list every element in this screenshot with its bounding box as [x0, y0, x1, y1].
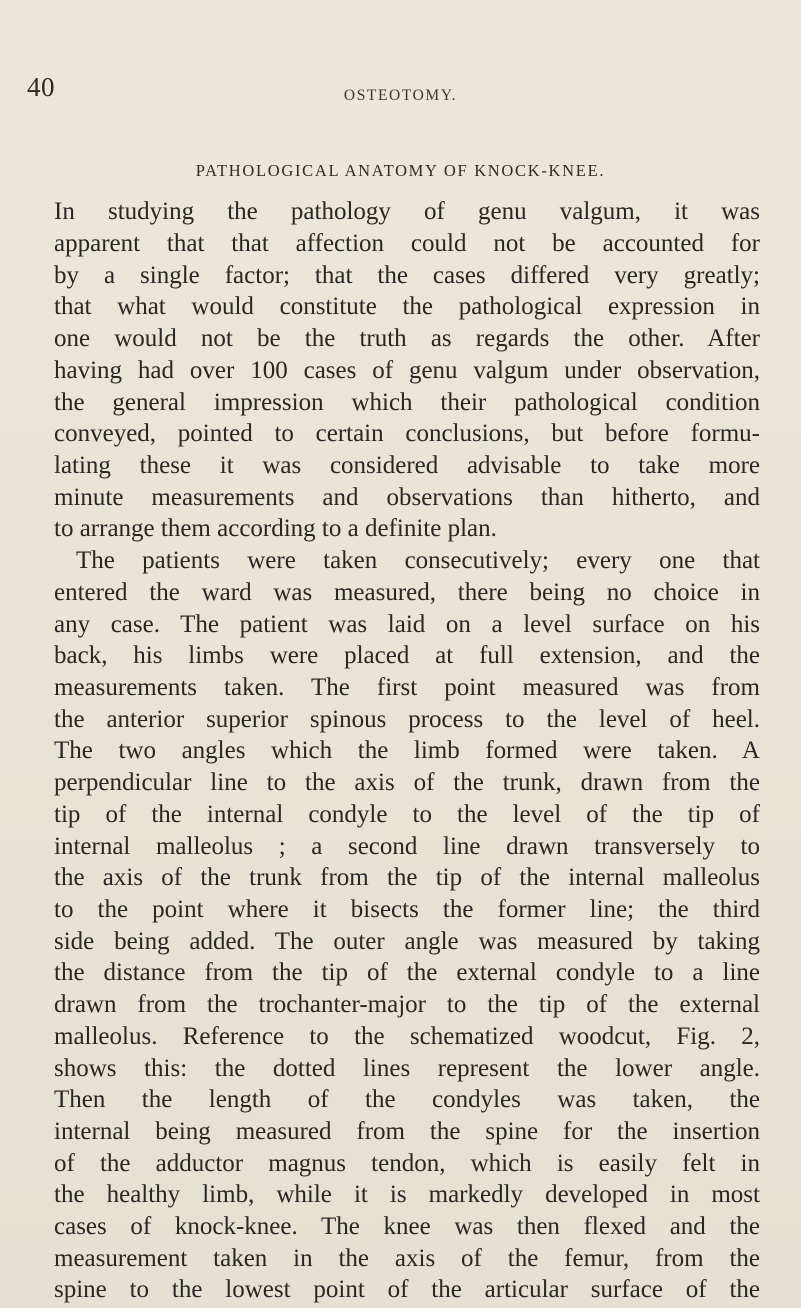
text-line: lating these it was considered advisable to take more: [54, 452, 760, 479]
text-line: the anterior superior spinous process to the level of heel.: [54, 706, 760, 733]
text-line: of the adductor magnus tendon, which is easily felt in: [54, 1150, 760, 1177]
text-line: tip of the internal condyle to the level of the tip of: [54, 801, 760, 828]
section-title: PATHOLOGICAL ANATOMY OF KNOCK-KNEE.: [195, 161, 606, 180]
text-line: one would not be the truth as regards the other. After: [54, 325, 760, 352]
text-line: The two angles which the limb formed were taken. A: [54, 737, 760, 764]
text-line: perpendicular line to the axis of the trunk, drawn from the: [54, 769, 760, 796]
text-line: internal malleolus ; a second line drawn transversely to: [54, 833, 760, 860]
text-line: In studying the pathology of genu valgum, it was: [54, 198, 760, 225]
text-line: the healthy limb, while it is markedly developed in most: [54, 1181, 760, 1208]
text-line: shows this: the dotted lines represent the lower angle.: [54, 1055, 760, 1082]
text-line: the general impression which their pathological condition: [54, 389, 760, 416]
page-number: 40: [27, 72, 55, 102]
text-line: minute measurements and observations than hitherto, and: [54, 484, 760, 511]
text-line: The patients were taken consecutively; every one that: [76, 547, 760, 574]
text-line: by a single factor; that the cases differed very greatly;: [54, 262, 760, 289]
text-line: spine to the lowest point of the articular surface of the: [54, 1276, 760, 1303]
text-line: to arrange them according to a definite plan.: [54, 515, 497, 542]
text-line: to the point where it bisects the former line; the third: [54, 896, 760, 923]
text-line: internal being measured from the spine for the insertion: [54, 1118, 760, 1145]
text-line: that what would constitute the pathological expression in: [54, 293, 760, 320]
text-line: entered the ward was measured, there being no choice in: [54, 579, 760, 606]
text-line: apparent that that affection could not be accounted for: [54, 230, 760, 257]
text-line: measurement taken in the axis of the femur, from the: [54, 1245, 760, 1272]
text-line: the distance from the tip of the external condyle to a line: [54, 959, 760, 986]
text-line: conveyed, pointed to certain conclusions, but before formu-: [54, 420, 760, 447]
text-line: cases of knock-knee. The knee was then flexed and the: [54, 1213, 760, 1240]
text-line: drawn from the trochanter-major to the tip of the external: [54, 991, 760, 1018]
text-line: back, his limbs were placed at full extension, and the: [54, 642, 760, 669]
text-line: the axis of the trunk from the tip of the internal malleolus: [54, 864, 760, 891]
text-line: side being added. The outer angle was measured by taking: [54, 928, 760, 955]
running-head: OSTEOTOMY.: [343, 87, 458, 104]
text-line: Then the length of the condyles was taken, the: [54, 1086, 760, 1113]
text-line: malleolus. Reference to the schematized woodcut, Fig. 2,: [54, 1023, 760, 1050]
text-line: measurements taken. The first point measured was from: [54, 674, 760, 701]
text-line: any case. The patient was laid on a level surface on his: [54, 611, 760, 638]
text-line: having had over 100 cases of genu valgum under observation,: [54, 357, 760, 384]
